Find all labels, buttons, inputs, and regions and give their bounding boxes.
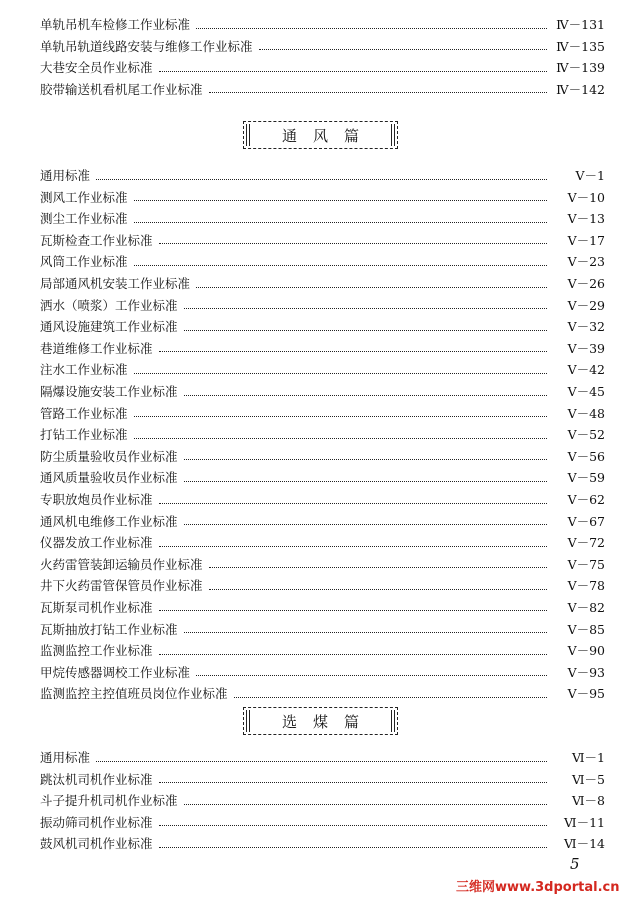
toc-entry [40,204,605,226]
section-heading-coal-prep-text: 选煤篇 [281,712,375,731]
dot-leader [134,416,547,417]
toc-entry-page: Ⅴ－72 [567,535,605,551]
dot-leader [159,610,547,611]
toc-entry-title: 通风设施建筑工作业标准 [40,319,178,335]
toc-entry [40,377,605,399]
toc-entry-title: 专职放炮员作业标准 [40,492,153,507]
toc-entry-page: Ⅴ－93 [567,664,605,680]
toc-entry [40,550,605,572]
dot-leader [209,92,547,93]
toc-entry-title: 通用标准 [40,168,91,184]
toc-list-ventilation [40,161,605,701]
toc-entry [40,636,605,658]
toc-entry-title: 通用标准 [40,750,91,766]
dot-leader [259,49,547,50]
toc-entry-title: 防尘质量验收员作业标准 [40,448,178,464]
toc-entry [40,183,605,205]
toc-entry [40,829,605,851]
dot-leader [96,179,547,180]
dot-leader [209,589,547,590]
toc-entry [40,442,605,464]
toc-list-coal-prep [40,743,605,851]
dot-leader [184,632,547,633]
toc-entry [40,53,605,75]
toc-entry-title: 单轨吊机车检修工作业标准 [40,17,191,33]
dot-leader [196,287,547,288]
toc-entry [40,32,605,54]
dot-leader [184,330,547,331]
dot-leader [134,373,547,374]
dot-leader [159,503,547,504]
watermark-logo: 三维网www.3dportal.cn [456,880,620,895]
toc-entry [40,399,605,421]
toc-entry-title: 监测监控工作业标准 [40,643,153,659]
toc-entry-page: Ⅵ－8 [571,793,605,809]
section-heading-ventilation-text: 通风篇 [281,126,375,145]
toc-entry-page: Ⅴ－29 [567,297,605,313]
toc-entry-page: Ⅴ－75 [567,556,605,572]
toc-entry-title: 振动筛司机作业标准 [40,814,153,830]
toc-entry-title: 局部通风机安装工作业标准 [40,276,191,292]
dot-leader [184,308,547,309]
toc-entry-page: Ⅴ－67 [567,513,605,529]
toc-entry-page: Ⅴ－82 [567,599,605,615]
toc-entry-page: Ⅴ－48 [567,405,605,421]
toc-entry-page: Ⅴ－17 [567,232,605,248]
toc-entry-page: Ⅴ－95 [567,686,605,702]
section-heading-ventilation [243,121,398,149]
toc-entry [40,571,605,593]
toc-entry [40,679,605,701]
toc-entry-title: 测尘工作业标准 [40,211,128,227]
toc-entry-title: 瓦斯抽放打钻工作业标准 [40,621,178,637]
toc-entry-page: Ⅴ－23 [567,254,605,270]
toc-entry-title: 监测监控主控值班员岗位作业标准 [40,686,228,702]
toc-entry-page: Ⅴ－85 [567,621,605,637]
toc-entry-title: 瓦斯泵司机作业标准 [40,599,153,615]
toc-entry-title: 管路工作业标准 [40,405,128,421]
toc-entry-page: Ⅴ－59 [567,470,605,486]
toc-entry-page: Ⅵ－5 [571,771,605,787]
dot-leader [196,675,547,676]
toc-entry-title: 大巷安全员作业标准 [40,60,153,76]
toc-entry-page: Ⅴ－39 [567,340,605,356]
toc-entry-title: 胶带输送机看机尾工作业标准 [40,81,203,97]
dot-leader [209,567,547,568]
toc-entry-page: Ⅴ－90 [567,643,605,659]
toc-entry-page: Ⅴ－32 [567,319,605,335]
toc-entry-title: 测风工作业标准 [40,189,128,205]
dot-leader [159,825,547,826]
toc-entry-page: Ⅳ－135 [556,38,605,54]
toc-entry [40,528,605,550]
dot-leader [159,782,547,783]
dot-leader [159,71,547,72]
toc-entry [40,161,605,183]
toc-entry-page: Ⅴ－26 [567,276,605,292]
toc-entry [40,420,605,442]
toc-entry-page: Ⅴ－52 [567,427,605,443]
toc-entry [40,10,605,32]
dot-leader [134,222,547,223]
toc-entry [40,593,605,615]
toc-entry-title: 打钻工作业标准 [40,427,128,443]
page-number: 5 [570,855,580,873]
toc-entry [40,463,605,485]
dot-leader [134,265,547,266]
toc-entry-page: Ⅴ－10 [567,189,605,205]
dot-leader [96,761,547,762]
toc-entry-title: 火药雷管装卸运输员作业标准 [40,556,203,572]
toc-entry-page: Ⅴ－1 [575,168,605,184]
toc-entry [40,75,605,97]
toc-entry-page: Ⅴ－62 [567,492,605,507]
toc-entry-page: Ⅵ－1 [571,750,605,766]
toc-entry-page: Ⅴ－13 [567,211,605,227]
toc-entry [40,226,605,248]
toc-entry [40,355,605,377]
dot-leader [196,28,547,29]
toc-entry-title: 巷道维修工作业标准 [40,340,153,356]
toc-entry [40,786,605,808]
toc-entry [40,485,605,507]
dot-leader [184,804,547,805]
toc-entry [40,507,605,529]
toc-entry [40,334,605,356]
dot-leader [134,438,547,439]
toc-entry-title: 井下火药雷管保管员作业标准 [40,578,203,594]
toc-entry [40,312,605,334]
toc-entry-page: Ⅳ－139 [556,60,605,76]
dot-leader [234,697,547,698]
toc-entry-title: 风筒工作业标准 [40,254,128,270]
toc-entry-title: 隔爆设施安装工作业标准 [40,384,178,400]
toc-entry-title: 跳汰机司机作业标准 [40,771,153,787]
dot-leader [159,546,547,547]
toc-entry-title: 甲烷传感器调校工作业标准 [40,664,191,680]
toc-entry-page: Ⅵ－14 [564,836,605,852]
toc-entry-title: 瓦斯检查工作业标准 [40,232,153,248]
toc-entry-page: Ⅴ－45 [567,384,605,400]
toc-entry [40,765,605,787]
toc-list-top [40,10,605,96]
toc-entry-page: Ⅴ－42 [567,362,605,378]
toc-entry-page: Ⅵ－11 [564,814,605,830]
toc-entry [40,269,605,291]
toc-entry-title: 通风质量验收员作业标准 [40,470,178,486]
toc-entry [40,658,605,680]
dot-leader [159,351,547,352]
dot-leader [134,200,547,201]
toc-entry-title: 斗子提升机司机作业标准 [40,793,178,809]
dot-leader [159,243,547,244]
toc-entry-title: 通风机电维修工作业标准 [40,513,178,529]
toc-entry [40,743,605,765]
dot-leader [159,654,547,655]
toc-entry-page: Ⅳ－131 [556,17,605,33]
toc-entry-title: 单轨吊轨道线路安装与维修工作业标准 [40,38,253,54]
toc-entry [40,291,605,313]
toc-entry-page: Ⅴ－78 [567,578,605,594]
dot-leader [184,481,547,482]
toc-entry [40,614,605,636]
toc-entry-title: 洒水（喷浆）工作业标准 [40,297,178,313]
toc-entry-title: 鼓风机司机作业标准 [40,836,153,852]
toc-entry-title: 注水工作业标准 [40,362,128,378]
dot-leader [184,395,547,396]
toc-entry-page: Ⅴ－56 [567,448,605,464]
toc-entry-page: Ⅳ－142 [556,81,605,97]
toc-entry [40,808,605,830]
dot-leader [159,847,547,848]
dot-leader [184,459,547,460]
dot-leader [184,524,547,525]
toc-entry-title: 仪器发放工作业标准 [40,535,153,551]
section-heading-coal-prep [243,707,398,735]
toc-entry [40,247,605,269]
